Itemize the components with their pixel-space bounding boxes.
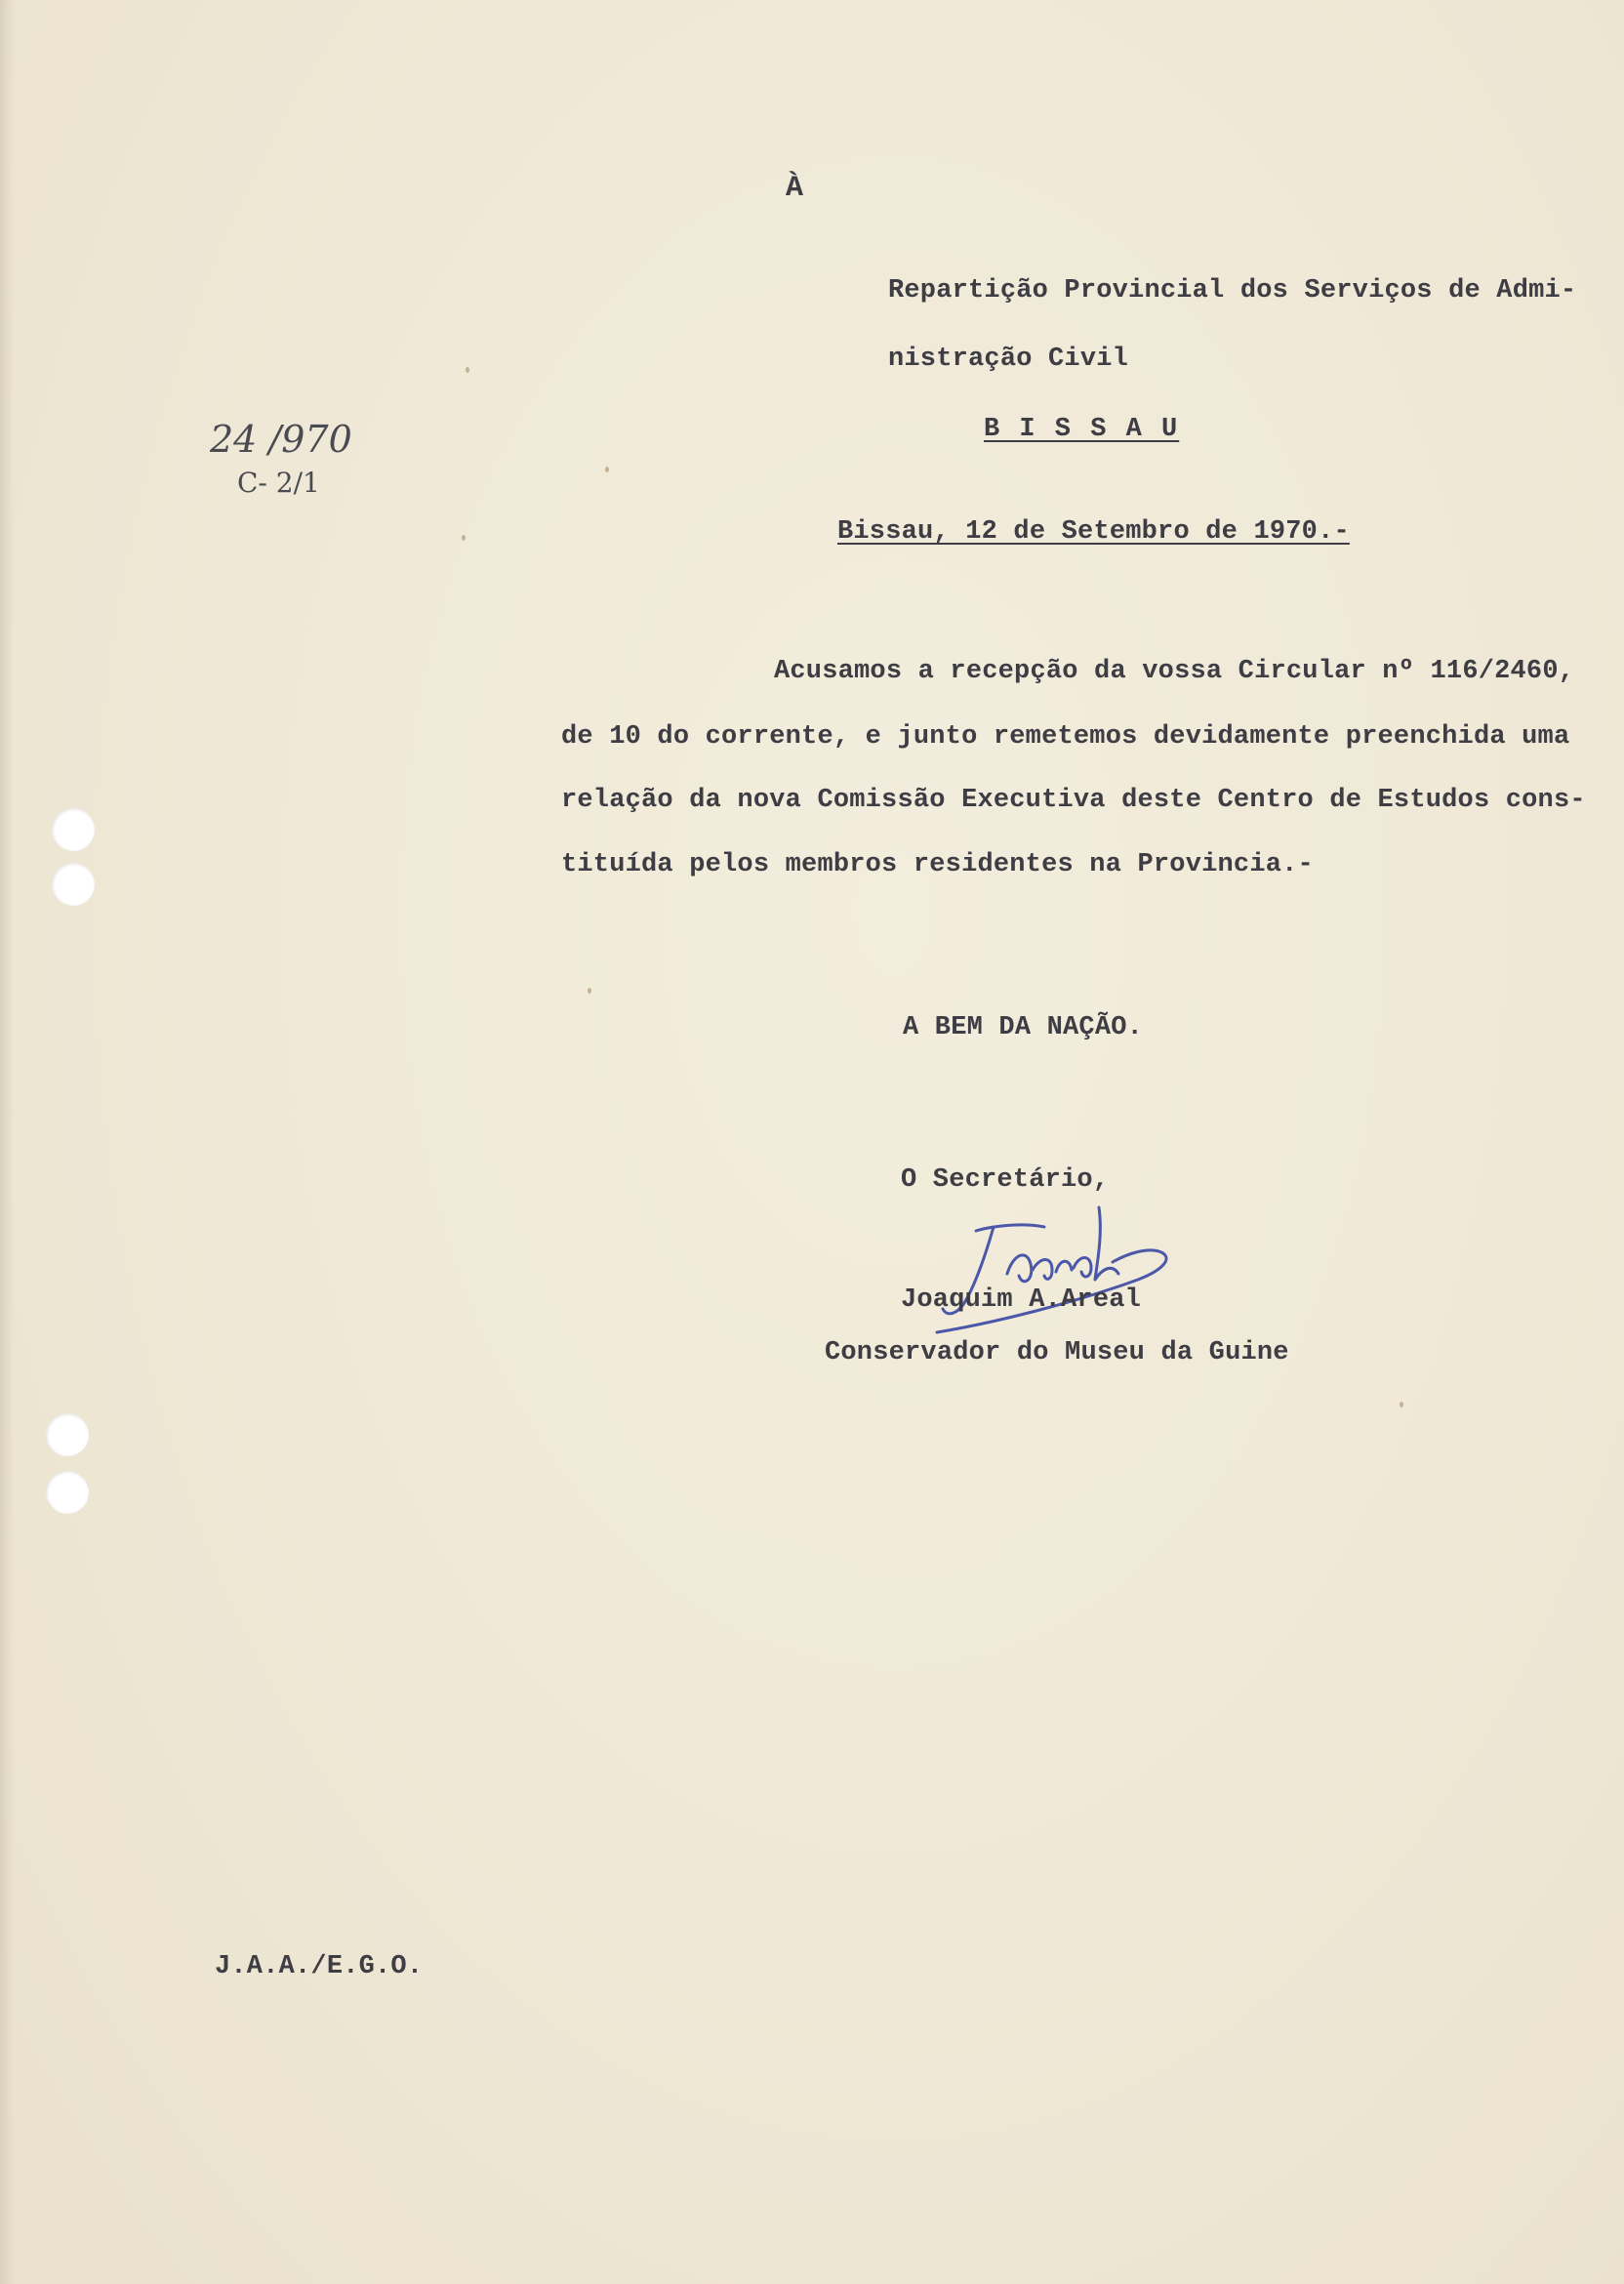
date-line: Bissau, 12 de Setembro de 1970.- (837, 517, 1350, 547)
paper-fleck (466, 367, 469, 373)
paper-fleck (1400, 1402, 1403, 1407)
typist-initials: J.A.A./E.G.O. (215, 1952, 424, 1981)
signatory-role: O Secretário, (901, 1165, 1110, 1195)
addressee-line-2: nistração Civil (888, 345, 1129, 374)
reference-code: C- 2/1 (237, 467, 320, 499)
body-line-2: de 10 do corrente, e junto remetemos devidamente preenchida uma (561, 722, 1570, 752)
signatory-title: Conservador do Museu da Guine (825, 1338, 1289, 1367)
body-line-3: relação da nova Comissão Executiva deste Centro de Estudos cons- (561, 786, 1586, 815)
signatory-name: Joaquim A.Areal (901, 1285, 1142, 1315)
punch-hole (46, 1413, 89, 1456)
punch-hole (52, 863, 95, 906)
page-edge-shadow (0, 0, 14, 2284)
addressee-prefix: À (786, 172, 804, 205)
reference-number: 24 /970 (210, 418, 352, 461)
paper-fleck (462, 535, 466, 541)
body-line-1: Acusamos a recepção da vossa Circular nº 116/2460, (774, 657, 1575, 686)
closing-salutation: A BEM DA NAÇÃO. (903, 1013, 1144, 1042)
addressee-city: B I S S A U (984, 415, 1180, 444)
paper-fleck (588, 988, 591, 994)
handwritten-signature (917, 1186, 1191, 1342)
addressee-line-1: Repartição Provincial dos Serviços de Admi- (888, 276, 1577, 306)
paper-fleck (605, 467, 609, 472)
punch-hole (52, 808, 95, 851)
body-line-4: tituída pelos membros residentes na Provincia.- (561, 850, 1314, 879)
punch-hole (46, 1471, 89, 1514)
